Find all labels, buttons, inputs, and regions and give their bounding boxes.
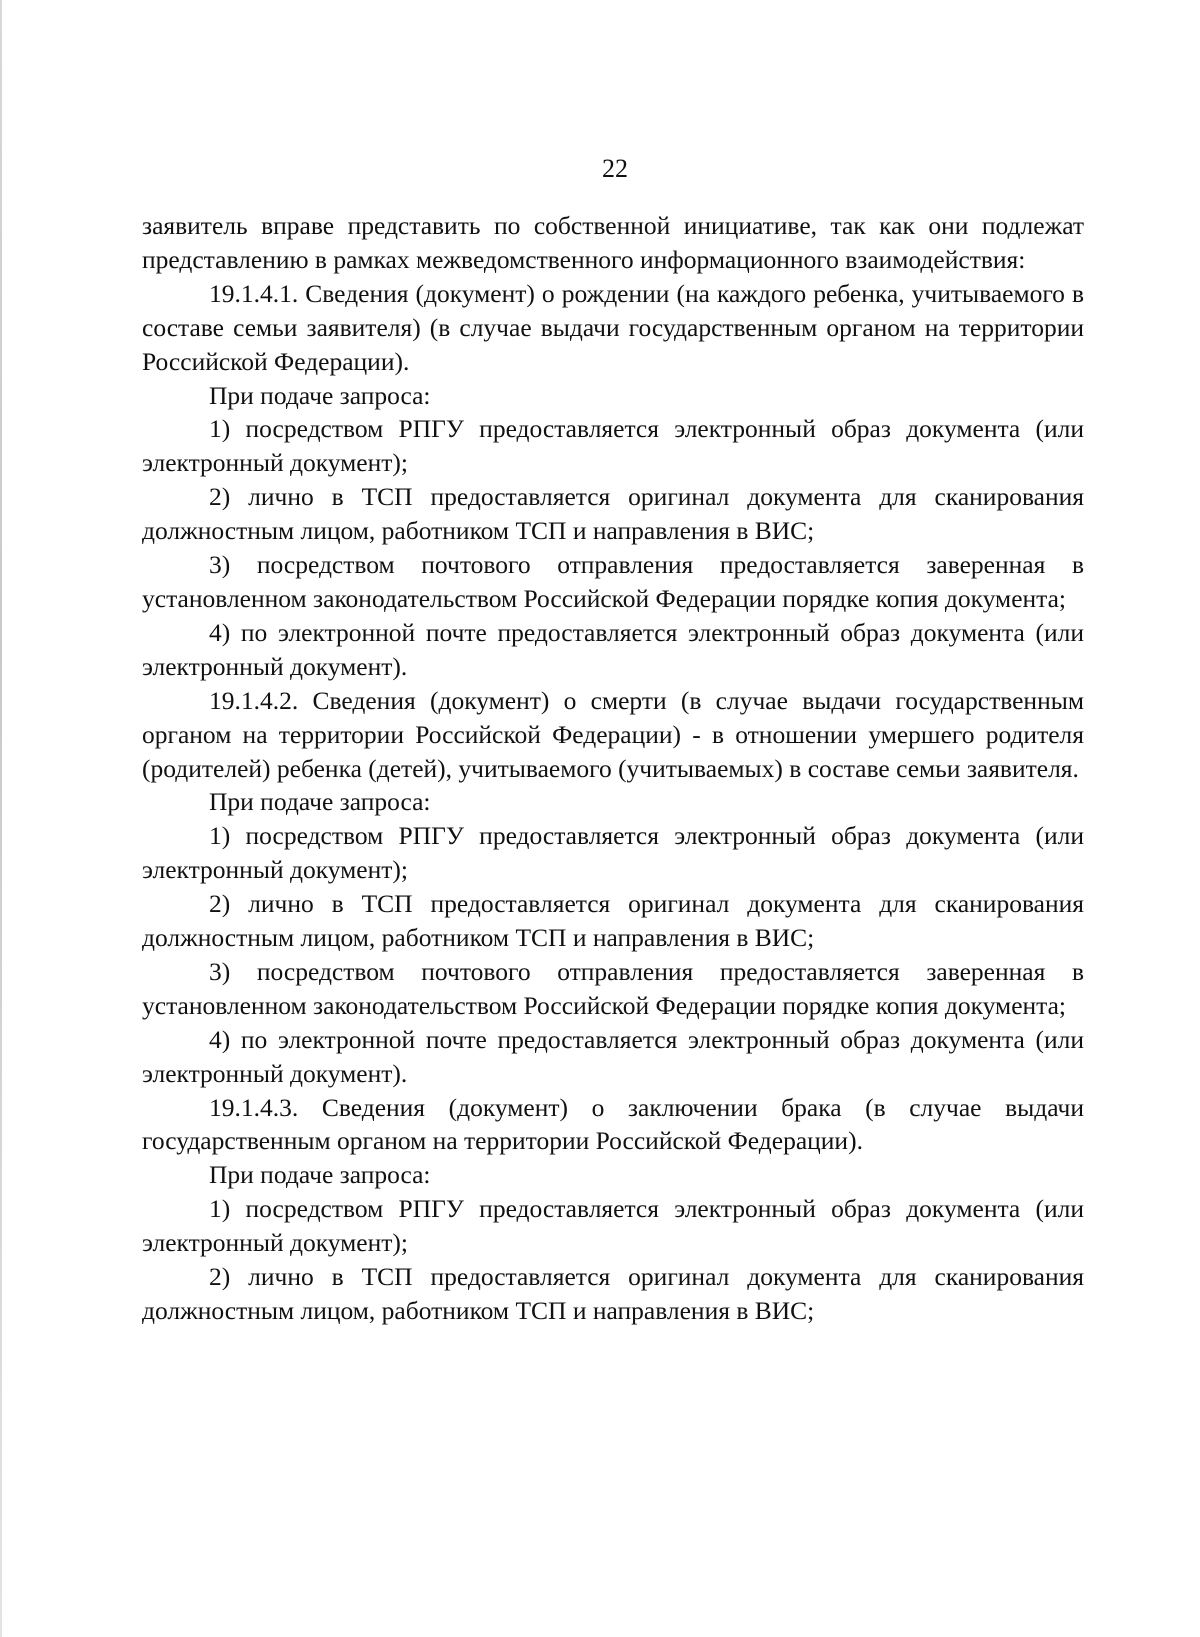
paragraph-list-item: 1) посредством РПГУ предоставляется электронный образ документа (или электронный документ); — [142, 821, 1084, 885]
page-edge — [0, 0, 2, 1637]
paragraph-list-item: 2) лично в ТСП предоставляется оригинал документа для сканирования должностным лицом, работником ТСП и направления в ВИС; — [142, 889, 1084, 953]
paragraph-list-item: 4) по электронной почте предоставляется электронный образ документа (или электронный документ). — [142, 1024, 1084, 1088]
paragraph-list-item: 1) посредством РПГУ предоставляется электронный образ документа (или электронный документ); — [142, 414, 1084, 478]
paragraph-list-item: 3) посредством почтового отправления предоставляется заверенная в установленном законодательством Российской Федерации порядке копия документа; — [142, 550, 1084, 613]
paragraph-list-item: 2) лично в ТСП предоставляется оригинал документа для сканирования должностным лицом, работником ТСП и направления в ВИС; — [142, 482, 1084, 546]
paragraph-request-heading: При подаче запроса: — [209, 1160, 431, 1190]
paragraph-list-item: 2) лично в ТСП предоставляется оригинал документа для сканирования должностным лицом, работником ТСП и направления в ВИС; — [142, 1262, 1084, 1325]
paragraph: заявитель вправе представить по собственной инициативе, так как они подлежат представлению в рамках межведомственного информационного взаимодействия: — [142, 211, 1084, 274]
paragraph-list-item: 4) по электронной почте предоставляется электронный образ документа (или электронный документ). — [142, 617, 1084, 681]
paragraph-marriage-record: 19.1.4.3. Сведения (документ) о заключении брака (в случае выдачи государственным органом на территории Российской Федерации). — [142, 1092, 1084, 1156]
paragraph-request-heading: При подаче запроса: — [209, 787, 431, 817]
paragraph-list-item: 3) посредством почтового отправления предоставляется заверенная в установленном законодательством Российской Федерации порядке копия документа; — [142, 956, 1084, 1020]
paragraph-birth-record: 19.1.4.1. Сведения (документ) о рождении (на каждого ребенка, учитываемого в составе семьи заявителя) (в случае выдачи государственным органом на территории Российской Федерации). — [142, 278, 1084, 376]
paragraph-request-heading: При подаче запроса: — [209, 380, 431, 410]
page-number: 22 — [602, 154, 628, 183]
document-body — [142, 209, 1084, 1328]
paragraph-death-record: 19.1.4.2. Сведения (документ) о смерти (в случае выдачи государственным органом на территории Российской Федерации) - в отношении умершего родителя (родителей) ребенка (детей), учитываемого (учитываемых) в составе семьи заявителя. — [142, 685, 1084, 783]
paragraph-list-item: 1) посредством РПГУ предоставляется электронный образ документа (или электронный документ); — [142, 1194, 1084, 1258]
